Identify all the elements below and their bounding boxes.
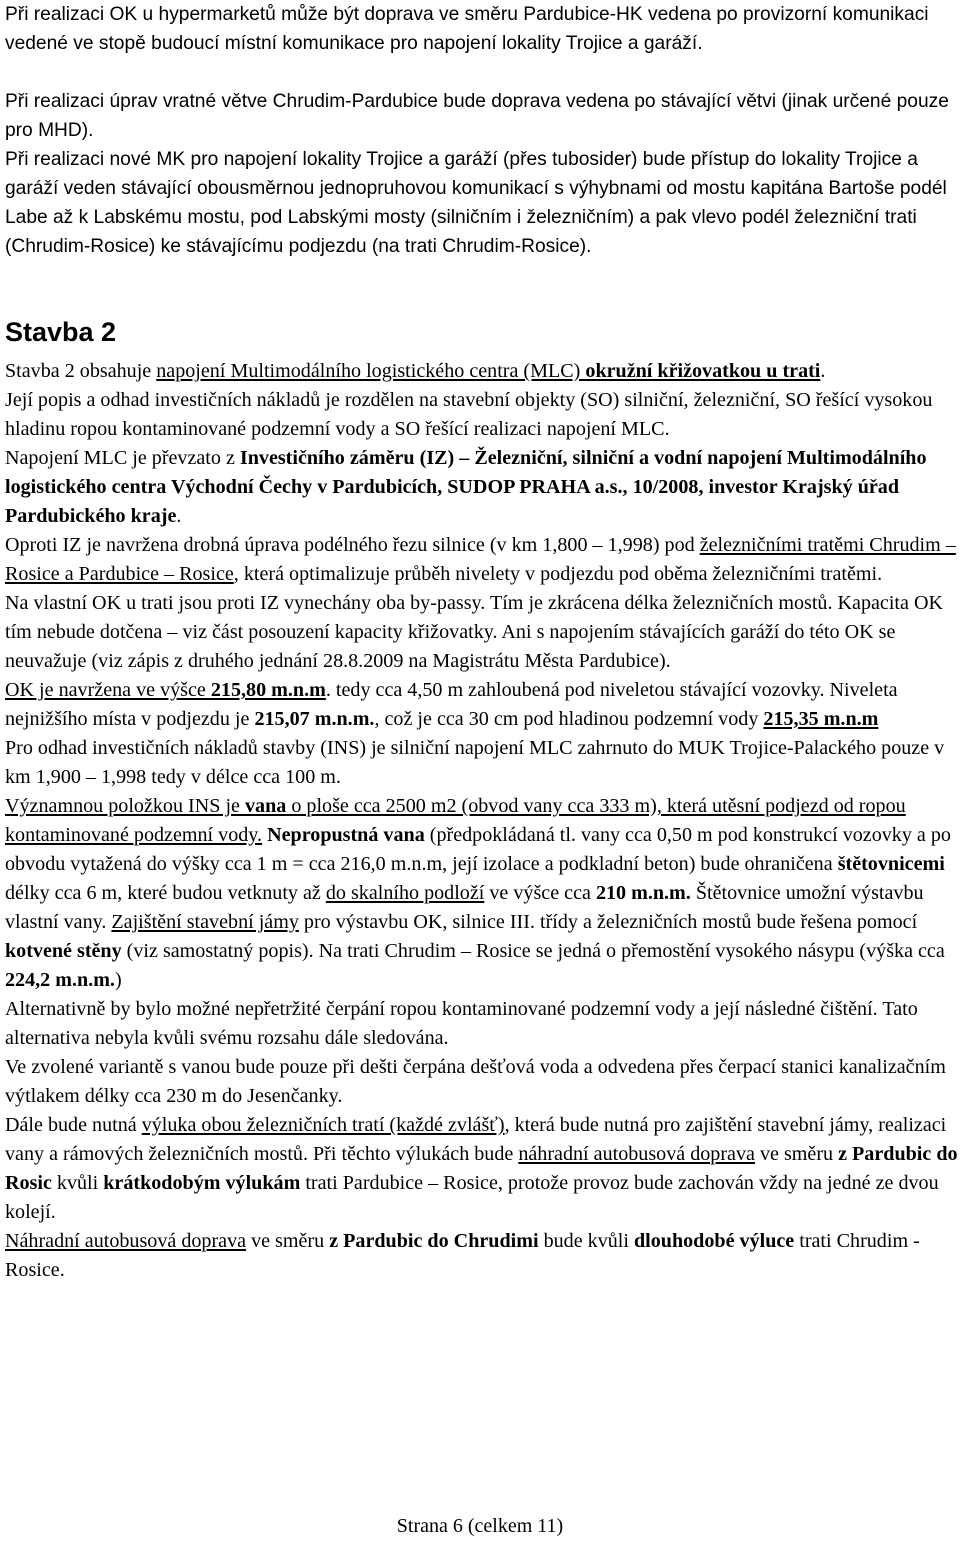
paragraph-text: Při realizaci OK u hypermarketů může být doprava ve směru Pardubice-HK vedena po provizorní komunikaci vedené ve stopě budoucí místní komunikace pro napojení lokality Trojice a garáží. xyxy=(5,4,929,54)
paragraph-s8 xyxy=(5,792,960,995)
paragraph-text: Při realizaci úprav vratné větve Chrudim-Pardubice bude doprava vedena po stávající větvi (jinak určené pouze pro MHD). xyxy=(5,91,949,141)
text-run: štětovnicemi xyxy=(837,853,945,875)
paragraph-intro-1 xyxy=(5,0,960,58)
paragraph-s2: Její popis a odhad investičních nákladů je rozdělen na stavební objekty (SO) silniční, železniční, SO řešící vysokou hladinu ropou kontaminované podzemní vody a SO řešící realizaci napojení MLC. xyxy=(5,389,933,440)
text-run: ve směru xyxy=(246,1230,330,1252)
paragraph-s3 xyxy=(5,444,960,531)
text-run: napojení Multimodálního logistického centra (MLC) xyxy=(156,360,586,382)
text-run: trati Chrudim - Rosice. xyxy=(5,1230,920,1281)
text-run: pro výstavbu OK, silnice III. třídy a železničních mostů bude řešena pomocí xyxy=(298,911,918,933)
text-run: z Pardubic do Rosic xyxy=(5,1143,958,1194)
section-body xyxy=(5,357,960,1285)
text-run: Oproti IZ je navržena drobná úprava podélného řezu silnice (v km 1,800 – 1,998) pod xyxy=(5,534,700,556)
text-run: trati Pardubice – Rosice, protože provoz bude zachován vždy na jedné ze dvou kolejí. xyxy=(5,1172,939,1223)
paragraph-s7: Pro odhad investičních nákladů stavby (INS) je silniční napojení MLC zahrnuto do MUK Trojice-Palackého pouze v km 1,900 – 1,998 tedy v délce cca 100 m. xyxy=(5,737,945,788)
paragraph-s5: Na vlastní OK u trati jsou proti IZ vynechány oba by-passy. Tím je zkrácena délka železničních mostů. Kapacita OK tím nebude dotčena – viz část posouzení kapacity křižovatky. Ani s napojením stávajících garáží do této OK se neuvažuje (viz zápis z druhého jednání 28.8.2009 na Magistrátu Města Pardubice). xyxy=(5,592,943,672)
text-run: Štětovnice umožní výstavbu vlastní vany. xyxy=(5,882,924,933)
text-run: 215,80 m.n.m xyxy=(210,679,326,701)
text-run: kotvené stěny xyxy=(5,940,122,962)
text-run: okružní křižovatkou u trati xyxy=(585,360,821,382)
text-run: , která bude nutná pro zajištění stavební jámy, realizaci vany a rámových železničních mostů. Při těchto výlukách bude xyxy=(5,1114,947,1165)
text-run: (viz samostatný popis). Na trati Chrudim – Rosice se jedná o přemostění vysokého násypu (výška cca xyxy=(121,940,945,962)
text-run: 224,2 m.n.m. xyxy=(5,969,115,991)
text-run: z Pardubic do Chrudimi xyxy=(329,1230,539,1252)
text-run: Napojení MLC je převzato z xyxy=(5,447,240,469)
text-run: dlouhodobé výluce xyxy=(633,1230,795,1252)
text-run: Dále bude nutná xyxy=(5,1114,142,1136)
text-run: . xyxy=(176,505,182,527)
paragraph-s11 xyxy=(5,1111,960,1227)
section-heading: Stavba 2 xyxy=(5,317,117,347)
text-run: kvůli xyxy=(51,1172,104,1194)
page-footer: Strana 6 (celkem 11) xyxy=(396,1515,564,1537)
text-run: výluka obou železničních tratí (každé zvlášť) xyxy=(141,1114,505,1136)
text-run: ) xyxy=(114,969,122,991)
paragraph-s9: Alternativně by bylo možné nepřetržité čerpání ropou kontaminované podzemní vody a její následné čištění. Tato alternativa nebyla kvůli svému rozsahu dále sledována. xyxy=(5,998,918,1049)
paragraph-text: Při realizaci nové MK pro napojení lokality Trojice a garáží (přes tubosider) bude přístup do lokality Trojice a garáží veden stávající obousměrnou jednopruhovou komunikací s výhybnami od mostu kapitána Bartoše podél Labe až k Labskému mostu, pod Labskými mosty (silničním i železničním) a pak vlevo podél železniční trati (Chrudim-Rosice) ke stávajícímu podjezdu (na trati Chrudim-Rosice). xyxy=(5,149,947,257)
text-run: železničními tratěmi Chrudim – Rosice a Pardubice – Rosice xyxy=(5,534,956,585)
text-run: Nepropustná vana xyxy=(267,824,425,846)
paragraph-intro-3 xyxy=(5,145,960,261)
text-run: Náhradní autobusová doprava xyxy=(5,1230,247,1252)
text-run: Stavba 2 obsahuje xyxy=(5,360,157,382)
text-run: Významnou položkou INS je xyxy=(5,795,245,817)
text-run: ve výšce cca xyxy=(484,882,596,904)
text-run: bude kvůli xyxy=(538,1230,634,1252)
text-run: . xyxy=(820,360,826,382)
text-run: o ploše cca 2500 m2 (obvod vany cca 333 m), která utěsní podjezd od ropou kontaminované podzemní vody. xyxy=(5,795,906,846)
text-run: , což je cca 30 cm pod hladinou podzemní vody xyxy=(374,708,764,730)
text-run: 215,35 m.n.m xyxy=(763,708,879,730)
text-run: OK je navržena ve výšce xyxy=(5,679,211,701)
text-run: . tedy cca 4,50 m zahloubená pod niveletou stávající vozovky. Niveleta nejnižšího místa v podjezdu je xyxy=(5,679,898,730)
paragraph-s12 xyxy=(5,1227,960,1285)
text-run: , která optimalizuje průběh nivelety v podjezdu pod oběma železničními tratěmi. xyxy=(233,563,883,585)
text-run: ve směru xyxy=(754,1143,839,1165)
text-run: krátkodobým výlukám xyxy=(103,1172,301,1194)
text-run: náhradní autobusová doprava xyxy=(518,1143,755,1165)
text-run: Investičního záměru (IZ) – Železniční, silniční a vodní napojení Multimodálního logistického centra Východní Čechy v Pardubicích, SUDOP PRAHA a.s., 10/2008, investor Krajský úřad Pardubického kraje xyxy=(5,447,927,527)
paragraph-s6 xyxy=(5,676,960,734)
paragraph-intro-2 xyxy=(5,87,960,145)
text-run: (předpokládaná tl. vany cca 0,50 m pod konstrukcí vozovky a po obvodu vytažená do výšky cca 1 m = cca 216,0 m.n.m, její izolace a podkladní beton) bude ohraničena xyxy=(5,824,951,875)
text-run: vana xyxy=(244,795,287,817)
paragraph-s4 xyxy=(5,531,960,589)
text-run: Zajištění stavební jámy xyxy=(111,911,299,933)
text-run: 210 m.n.m. xyxy=(595,882,691,904)
paragraph-s10: Ve zvolené variantě s vanou bude pouze při dešti čerpána dešťová voda a odvedena přes čerpací stanici kanalizačním výtlakem délky cca 230 m do Jesenčanky. xyxy=(5,1056,946,1107)
text-run: délky cca 6 m, které budou vetknuty až xyxy=(5,882,326,904)
text-run: 215,07 m.n.m. xyxy=(254,708,375,730)
text-run: do skalního podloží xyxy=(325,882,485,904)
paragraph-s1 xyxy=(5,357,960,386)
